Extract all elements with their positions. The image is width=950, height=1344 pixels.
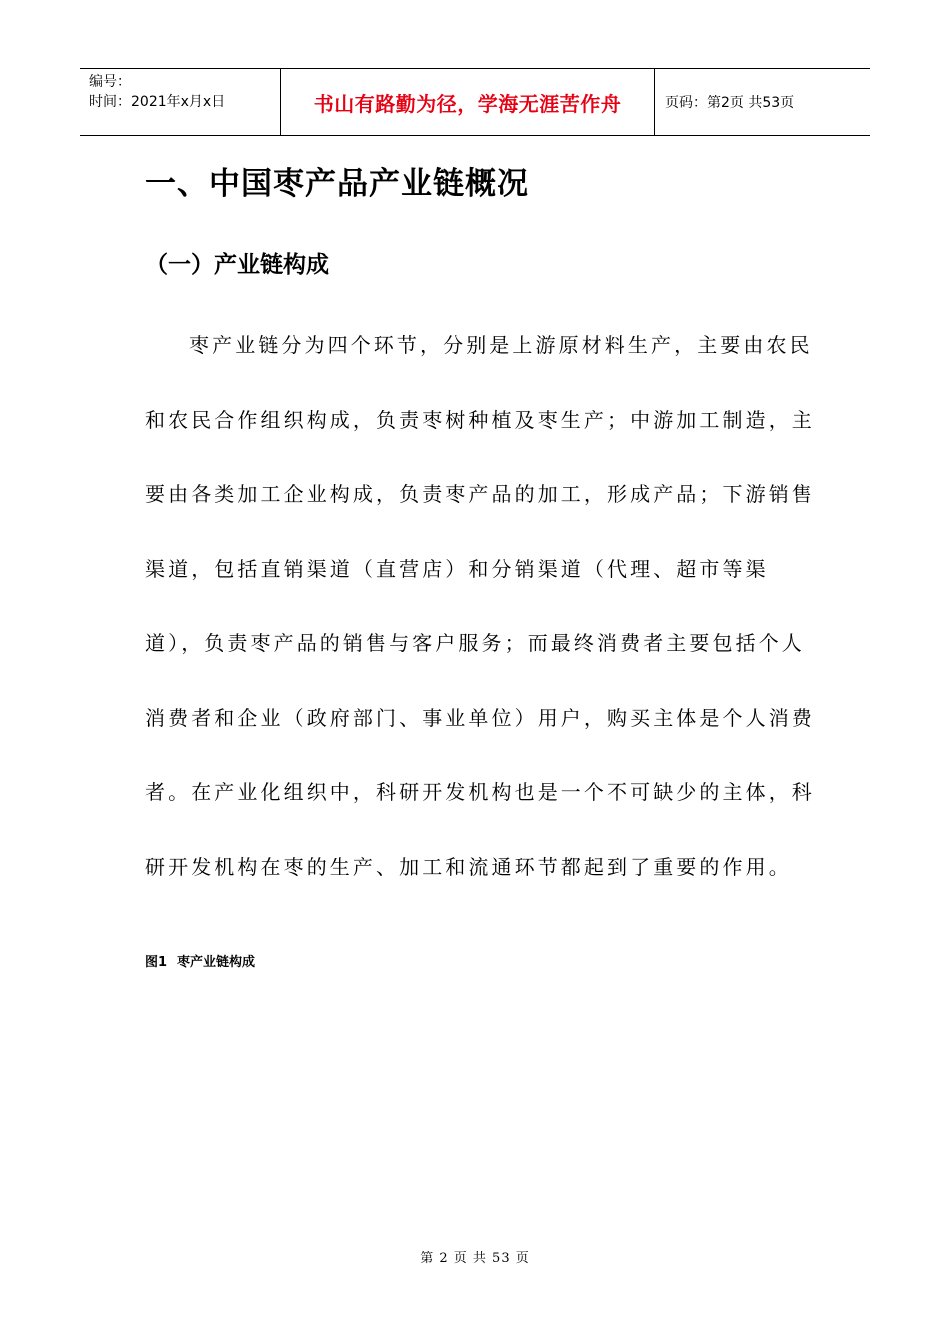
header-meta-cell bbox=[80, 69, 281, 135]
document-header bbox=[80, 68, 870, 136]
document-date: 时间：2021年x月x日 bbox=[89, 94, 226, 110]
figure-caption-text: 枣产业链构成 bbox=[177, 955, 256, 970]
section-heading: （一）产业链构成 bbox=[145, 252, 329, 278]
header-page-info: 页码：第2页 共53页 bbox=[665, 95, 795, 111]
header-motto: 书山有路勤为径，学海无涯苦作舟 bbox=[281, 69, 655, 135]
document-number-label: 编号： bbox=[89, 74, 131, 90]
section-paragraph: 枣产业链分为四个环节，分别是上游原材料生产，主要由农民和农民合作组织构成，负责枣树种植及枣生产；中游加工制造，主要由各类加工企业构成，负责枣产品的加工，形成产品；下游销售渠道，包括直销渠道（直营店）和分销渠道（代理、超市等渠道），负责枣产品的销售与客户服务；而最终消费者主要包括个人消费者和企业（政府部门、事业单位）用户，购买主体是个人消费者。在产业化组织中，科研开发机构也是一个不可缺少的主体，科研开发机构在枣的生产、加工和流通环节都起到了重要的作用。 bbox=[145, 333, 815, 879]
figure-number: 图1 bbox=[145, 955, 168, 970]
page-footer: 第 2 页 共 53 页 bbox=[420, 1251, 530, 1266]
figure-caption bbox=[145, 951, 255, 970]
page-title: 一、中国枣产品产业链概况 bbox=[145, 166, 529, 202]
